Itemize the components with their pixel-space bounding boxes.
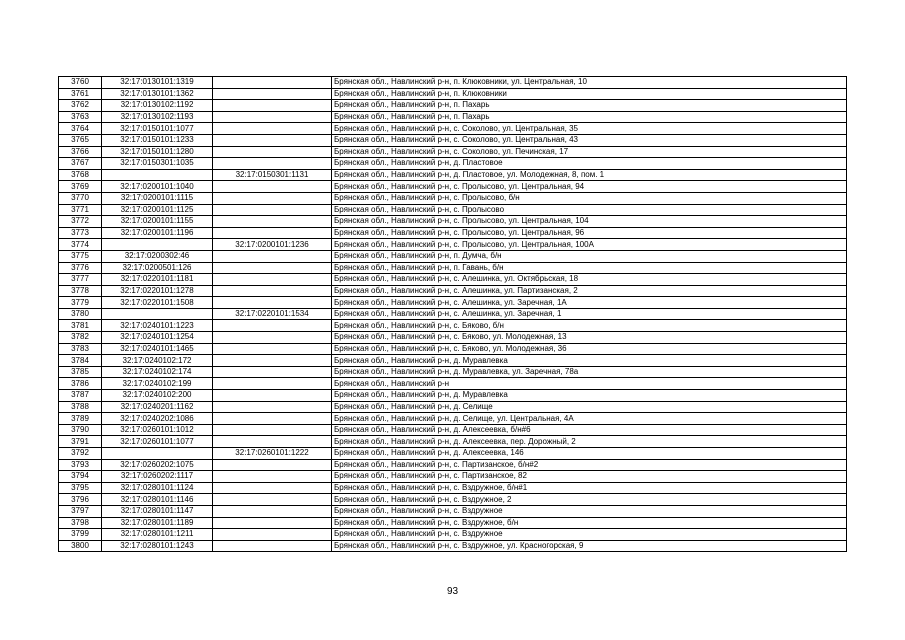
cadastral-number-cell: 32:17:0240101:1465 xyxy=(102,343,213,355)
row-number-cell: 3770 xyxy=(59,192,102,204)
premises-cadastral-number-cell xyxy=(213,262,332,274)
table-row xyxy=(59,448,847,460)
premises-cadastral-number-cell xyxy=(213,204,332,216)
address-cell: Брянская обл., Навлинский р-н, с. Пролысово, ул. Центральная, 94 xyxy=(332,181,847,193)
table-row xyxy=(59,355,847,367)
premises-cadastral-number-cell: 32:17:0200101:1236 xyxy=(213,239,332,251)
table-row xyxy=(59,123,847,135)
address-cell: Брянская обл., Навлинский р-н, с. Партизанское, б/н#2 xyxy=(332,459,847,471)
address-cell: Брянская обл., Навлинский р-н, д. Алексеевка, пер. Дорожный, 2 xyxy=(332,436,847,448)
address-cell: Брянская обл., Навлинский р-н, п. Думча, б/н xyxy=(332,250,847,262)
cadastral-number-cell: 32:17:0150101:1233 xyxy=(102,134,213,146)
cadastral-number-cell: 32:17:0280101:1147 xyxy=(102,505,213,517)
address-cell: Брянская обл., Навлинский р-н, п. Пахарь xyxy=(332,111,847,123)
row-number-cell: 3798 xyxy=(59,517,102,529)
table-row xyxy=(59,332,847,344)
page-number: 93 xyxy=(446,586,459,597)
table-row xyxy=(59,343,847,355)
cadastral-number-cell: 32:17:0150101:1280 xyxy=(102,146,213,158)
row-number-cell: 3789 xyxy=(59,413,102,425)
row-number-cell: 3764 xyxy=(59,123,102,135)
premises-cadastral-number-cell xyxy=(213,297,332,309)
row-number-cell: 3778 xyxy=(59,285,102,297)
cadastral-number-cell xyxy=(102,239,213,251)
table-row xyxy=(59,158,847,170)
cadastral-number-cell: 32:17:0240102:172 xyxy=(102,355,213,367)
address-cell: Брянская обл., Навлинский р-н, д. Муравлевка xyxy=(332,355,847,367)
row-number-cell: 3800 xyxy=(59,540,102,552)
address-cell: Брянская обл., Навлинский р-н, с. Пролысово xyxy=(332,204,847,216)
row-number-cell: 3766 xyxy=(59,146,102,158)
premises-cadastral-number-cell: 32:17:0260101:1222 xyxy=(213,448,332,460)
cadastral-number-cell: 32:17:0200101:1115 xyxy=(102,192,213,204)
table-row xyxy=(59,285,847,297)
address-cell: Брянская обл., Навлинский р-н, с. Вздружное xyxy=(332,529,847,541)
row-number-cell: 3775 xyxy=(59,250,102,262)
table-row xyxy=(59,505,847,517)
cadastral-number-cell: 32:17:0200501:126 xyxy=(102,262,213,274)
row-number-cell: 3792 xyxy=(59,448,102,460)
row-number-cell: 3773 xyxy=(59,227,102,239)
table-row xyxy=(59,88,847,100)
address-cell: Брянская обл., Навлинский р-н, с. Пролысово, ул. Центральная, 100А xyxy=(332,239,847,251)
address-cell: Брянская обл., Навлинский р-н, с. Партизанское, 82 xyxy=(332,471,847,483)
cadastral-number-cell: 32:17:0240102:174 xyxy=(102,366,213,378)
row-number-cell: 3788 xyxy=(59,401,102,413)
table-row xyxy=(59,494,847,506)
cadastral-number-cell: 32:17:0200101:1155 xyxy=(102,216,213,228)
row-number-cell: 3784 xyxy=(59,355,102,367)
cadastral-number-cell xyxy=(102,448,213,460)
cadastral-number-cell: 32:17:0220101:1181 xyxy=(102,274,213,286)
cadastral-number-cell: 32:17:0200101:1196 xyxy=(102,227,213,239)
table-row xyxy=(59,378,847,390)
row-number-cell: 3771 xyxy=(59,204,102,216)
address-cell: Брянская обл., Навлинский р-н, п. Клюковники, ул. Центральная, 10 xyxy=(332,77,847,89)
row-number-cell: 3785 xyxy=(59,366,102,378)
table-row xyxy=(59,517,847,529)
premises-cadastral-number-cell xyxy=(213,146,332,158)
row-number-cell: 3793 xyxy=(59,459,102,471)
premises-cadastral-number-cell xyxy=(213,100,332,112)
address-cell: Брянская обл., Навлинский р-н, п. Пахарь xyxy=(332,100,847,112)
row-number-cell: 3791 xyxy=(59,436,102,448)
address-cell: Брянская обл., Навлинский р-н, с. Бяково, б/н xyxy=(332,320,847,332)
table-row xyxy=(59,274,847,286)
cadastral-number-cell: 32:17:0130101:1319 xyxy=(102,77,213,89)
row-number-cell: 3787 xyxy=(59,390,102,402)
address-cell: Брянская обл., Навлинский р-н, с. Вздружное xyxy=(332,505,847,517)
address-cell: Брянская обл., Навлинский р-н, п. Гавань, б/н xyxy=(332,262,847,274)
premises-cadastral-number-cell xyxy=(213,274,332,286)
premises-cadastral-number-cell xyxy=(213,401,332,413)
address-cell: Брянская обл., Навлинский р-н, д. Пластовое, ул. Молодежная, 8, пом. 1 xyxy=(332,169,847,181)
cadastral-number-cell: 32:17:0150301:1035 xyxy=(102,158,213,170)
premises-cadastral-number-cell xyxy=(213,459,332,471)
premises-cadastral-number-cell xyxy=(213,366,332,378)
cadastral-number-cell: 32:17:0240102:200 xyxy=(102,390,213,402)
row-number-cell: 3774 xyxy=(59,239,102,251)
row-number-cell: 3767 xyxy=(59,158,102,170)
row-number-cell: 3786 xyxy=(59,378,102,390)
row-number-cell: 3760 xyxy=(59,77,102,89)
document-table xyxy=(58,76,847,552)
premises-cadastral-number-cell xyxy=(213,355,332,367)
premises-cadastral-number-cell xyxy=(213,529,332,541)
cadastral-number-cell: 32:17:0280101:1146 xyxy=(102,494,213,506)
address-cell: Брянская обл., Навлинский р-н, с. Алешинка, ул. Партизанская, 2 xyxy=(332,285,847,297)
cadastral-number-cell: 32:17:0200101:1040 xyxy=(102,181,213,193)
address-cell: Брянская обл., Навлинский р-н, с. Пролысово, ул. Центральная, 96 xyxy=(332,227,847,239)
cadastral-number-cell: 32:17:0260202:1117 xyxy=(102,471,213,483)
table-row xyxy=(59,227,847,239)
address-cell: Брянская обл., Навлинский р-н, с. Алешинка, ул. Октябрьская, 18 xyxy=(332,274,847,286)
table-row xyxy=(59,111,847,123)
address-cell: Брянская обл., Навлинский р-н, д. Селище xyxy=(332,401,847,413)
cadastral-number-cell: 32:17:0200302:46 xyxy=(102,250,213,262)
table-row xyxy=(59,100,847,112)
row-number-cell: 3783 xyxy=(59,343,102,355)
premises-cadastral-number-cell xyxy=(213,285,332,297)
address-cell: Брянская обл., Навлинский р-н, с. Соколово, ул. Печинская, 17 xyxy=(332,146,847,158)
premises-cadastral-number-cell xyxy=(213,227,332,239)
address-cell: Брянская обл., Навлинский р-н, д. Алексеевка, б/н#6 xyxy=(332,424,847,436)
table-row xyxy=(59,216,847,228)
premises-cadastral-number-cell xyxy=(213,158,332,170)
cadastral-number-cell xyxy=(102,169,213,181)
row-number-cell: 3776 xyxy=(59,262,102,274)
address-cell: Брянская обл., Навлинский р-н, с. Бяково, ул. Молодежная, 13 xyxy=(332,332,847,344)
address-cell: Брянская обл., Навлинский р-н, с. Алешинка, ул. Заречная, 1А xyxy=(332,297,847,309)
premises-cadastral-number-cell xyxy=(213,77,332,89)
table-row xyxy=(59,471,847,483)
address-cell: Брянская обл., Навлинский р-н, с. Вздружное, ул. Красногорская, 9 xyxy=(332,540,847,552)
row-number-cell: 3765 xyxy=(59,134,102,146)
row-number-cell: 3769 xyxy=(59,181,102,193)
row-number-cell: 3763 xyxy=(59,111,102,123)
table-row xyxy=(59,204,847,216)
table-row xyxy=(59,297,847,309)
cadastral-number-cell: 32:17:0260202:1075 xyxy=(102,459,213,471)
table-row xyxy=(59,529,847,541)
premises-cadastral-number-cell xyxy=(213,471,332,483)
cadastral-number-cell: 32:17:0280101:1243 xyxy=(102,540,213,552)
row-number-cell: 3796 xyxy=(59,494,102,506)
cadastral-number-cell: 32:17:0280101:1124 xyxy=(102,482,213,494)
cadastral-number-cell: 32:17:0260101:1077 xyxy=(102,436,213,448)
cadastral-number-cell: 32:17:0240202:1086 xyxy=(102,413,213,425)
row-number-cell: 3797 xyxy=(59,505,102,517)
table-row xyxy=(59,250,847,262)
row-number-cell: 3780 xyxy=(59,308,102,320)
premises-cadastral-number-cell xyxy=(213,343,332,355)
table-row xyxy=(59,192,847,204)
premises-cadastral-number-cell xyxy=(213,390,332,402)
table-row xyxy=(59,134,847,146)
premises-cadastral-number-cell xyxy=(213,320,332,332)
table-row xyxy=(59,308,847,320)
cadastral-number-cell: 32:17:0240102:199 xyxy=(102,378,213,390)
premises-cadastral-number-cell xyxy=(213,216,332,228)
table-row xyxy=(59,181,847,193)
row-number-cell: 3761 xyxy=(59,88,102,100)
address-cell: Брянская обл., Навлинский р-н, с. Вздружное, 2 xyxy=(332,494,847,506)
table-row xyxy=(59,436,847,448)
cadastral-number-cell: 32:17:0240101:1223 xyxy=(102,320,213,332)
premises-cadastral-number-cell xyxy=(213,250,332,262)
row-number-cell: 3781 xyxy=(59,320,102,332)
premises-cadastral-number-cell xyxy=(213,424,332,436)
row-number-cell: 3772 xyxy=(59,216,102,228)
address-cell: Брянская обл., Навлинский р-н, с. Пролысово, б/н xyxy=(332,192,847,204)
address-cell: Брянская обл., Навлинский р-н, с. Соколово, ул. Центральная, 35 xyxy=(332,123,847,135)
cadastral-number-cell: 32:17:0220101:1278 xyxy=(102,285,213,297)
cadastral-number-cell: 32:17:0240201:1162 xyxy=(102,401,213,413)
table-row xyxy=(59,262,847,274)
row-number-cell: 3779 xyxy=(59,297,102,309)
cadastral-number-cell: 32:17:0240101:1254 xyxy=(102,332,213,344)
cadastral-number-cell: 32:17:0280101:1211 xyxy=(102,529,213,541)
table-row xyxy=(59,482,847,494)
row-number-cell: 3762 xyxy=(59,100,102,112)
premises-cadastral-number-cell xyxy=(213,123,332,135)
address-cell: Брянская обл., Навлинский р-н, с. Бяково, ул. Молодежная, 36 xyxy=(332,343,847,355)
table-row xyxy=(59,146,847,158)
cadastral-number-cell: 32:17:0260101:1012 xyxy=(102,424,213,436)
table-row xyxy=(59,320,847,332)
row-number-cell: 3794 xyxy=(59,471,102,483)
cadastral-number-cell: 32:17:0220101:1508 xyxy=(102,297,213,309)
premises-cadastral-number-cell xyxy=(213,436,332,448)
premises-cadastral-number-cell xyxy=(213,482,332,494)
cadastral-number-cell: 32:17:0130102:1192 xyxy=(102,100,213,112)
premises-cadastral-number-cell xyxy=(213,494,332,506)
table-row xyxy=(59,169,847,181)
cadastral-number-cell: 32:17:0130101:1362 xyxy=(102,88,213,100)
table-row xyxy=(59,390,847,402)
premises-cadastral-number-cell xyxy=(213,540,332,552)
row-number-cell: 3782 xyxy=(59,332,102,344)
address-cell: Брянская обл., Навлинский р-н, п. Клюковники xyxy=(332,88,847,100)
address-cell: Брянская обл., Навлинский р-н xyxy=(332,378,847,390)
address-cell: Брянская обл., Навлинский р-н, с. Соколово, ул. Центральная, 43 xyxy=(332,134,847,146)
premises-cadastral-number-cell: 32:17:0150301:1131 xyxy=(213,169,332,181)
address-cell: Брянская обл., Навлинский р-н, с. Вздружное, б/н#1 xyxy=(332,482,847,494)
premises-cadastral-number-cell xyxy=(213,134,332,146)
row-number-cell: 3768 xyxy=(59,169,102,181)
address-cell: Брянская обл., Навлинский р-н, с. Пролысово, ул. Центральная, 104 xyxy=(332,216,847,228)
address-cell: Брянская обл., Навлинский р-н, с. Вздружное, б/н xyxy=(332,517,847,529)
premises-cadastral-number-cell xyxy=(213,88,332,100)
cadastral-number-cell xyxy=(102,308,213,320)
table-row xyxy=(59,424,847,436)
premises-cadastral-number-cell xyxy=(213,505,332,517)
address-cell: Брянская обл., Навлинский р-н, д. Муравлевка, ул. Заречная, 78а xyxy=(332,366,847,378)
premises-cadastral-number-cell xyxy=(213,413,332,425)
premises-cadastral-number-cell xyxy=(213,517,332,529)
cadastral-number-cell: 32:17:0130102:1193 xyxy=(102,111,213,123)
premises-cadastral-number-cell xyxy=(213,111,332,123)
table-row xyxy=(59,540,847,552)
premises-cadastral-number-cell xyxy=(213,181,332,193)
address-cell: Брянская обл., Навлинский р-н, д. Селище, ул. Центральная, 4А xyxy=(332,413,847,425)
cadastral-number-cell: 32:17:0150101:1077 xyxy=(102,123,213,135)
table-row xyxy=(59,239,847,251)
table-row xyxy=(59,401,847,413)
premises-cadastral-number-cell xyxy=(213,192,332,204)
row-number-cell: 3777 xyxy=(59,274,102,286)
address-cell: Брянская обл., Навлинский р-н, д. Пластовое xyxy=(332,158,847,170)
address-cell: Брянская обл., Навлинский р-н, с. Алешинка, ул. Заречная, 1 xyxy=(332,308,847,320)
table-body xyxy=(59,77,847,552)
table-row xyxy=(59,459,847,471)
premises-cadastral-number-cell xyxy=(213,332,332,344)
table-row xyxy=(59,366,847,378)
row-number-cell: 3790 xyxy=(59,424,102,436)
table-row xyxy=(59,77,847,89)
row-number-cell: 3799 xyxy=(59,529,102,541)
cadastral-number-cell: 32:17:0200101:1125 xyxy=(102,204,213,216)
cadastral-number-cell: 32:17:0280101:1189 xyxy=(102,517,213,529)
premises-cadastral-number-cell xyxy=(213,378,332,390)
row-number-cell: 3795 xyxy=(59,482,102,494)
table-row xyxy=(59,413,847,425)
address-cell: Брянская обл., Навлинский р-н, д. Муравлевка xyxy=(332,390,847,402)
premises-cadastral-number-cell: 32:17:0220101:1534 xyxy=(213,308,332,320)
address-cell: Брянская обл., Навлинский р-н, д. Алексеевка, 146 xyxy=(332,448,847,460)
